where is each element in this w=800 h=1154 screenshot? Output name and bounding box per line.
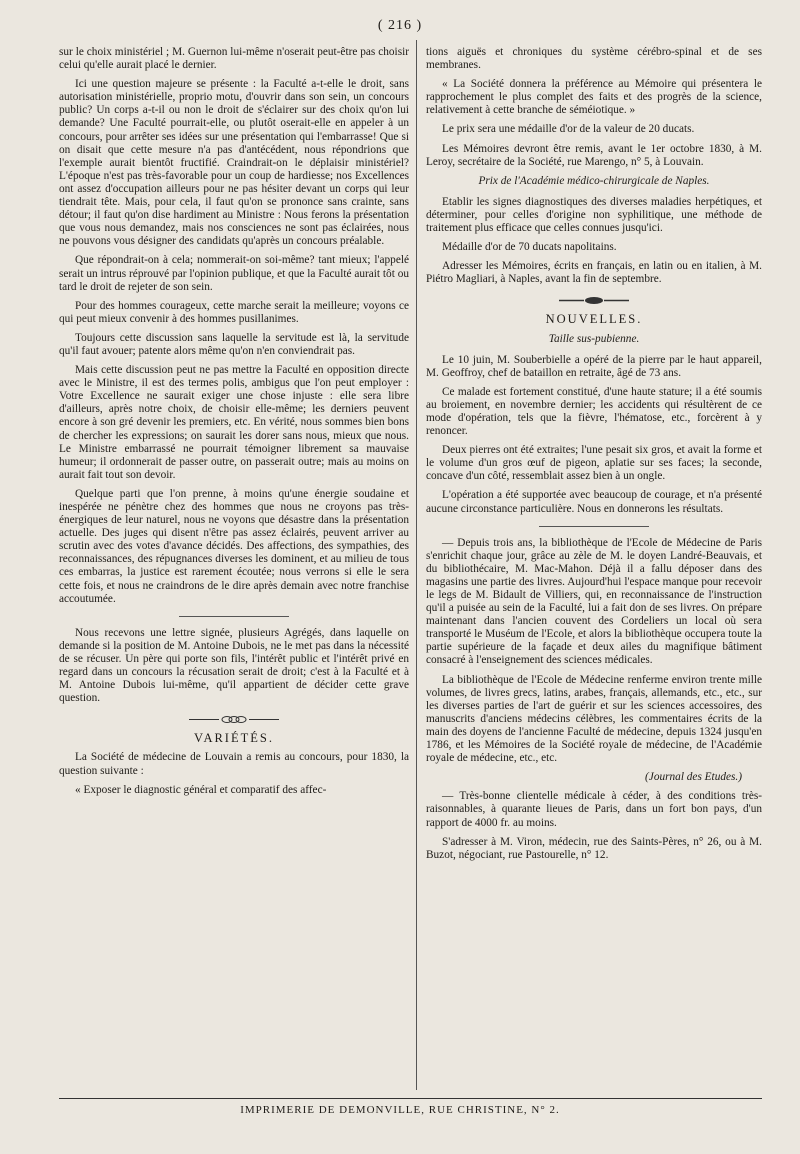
left-paragraph-10: « Exposer le diagnostic général et comparatif des affec- bbox=[75, 783, 327, 796]
right-paragraph-1: tions aiguës et chroniques du système cérébro-spinal et de ses membranes. bbox=[426, 46, 762, 72]
left-paragraph-7: Quelque parti que l'on prenne, à moins qu'une énergie soudaine et inespérée ne pénètre chez des hommes que nous ne croyons pas très-énergiques de leur naturel, nous ne voyons que désastre dans la présentation actuelle. Des juges qui disent n'être pas assez éclairés, peuvent arriver au scrutin avec des votes d'avance décidés. Des affections, des sympathies, des reconnaissances, des répugnances diverses les dominent, et au milieu de tous ces embarras, la justice est rarement écoutée; nous verrons si elle le sera cette fois, et nous ne craindrons de le dire après demain avec notre franchise accoutumée. bbox=[59, 487, 409, 605]
ornament-divider-icon bbox=[549, 296, 639, 305]
source-citation: (Journal des Etudes.) bbox=[645, 771, 742, 784]
right-paragraph-13: La bibliothèque de l'Ecole de Médecine renferme environ trente mille volumes, de livres grecs, latins, arabes, français, allemands, etc., etc., sur les diverses parties de l'art de guérir et sur les sciences accessoires, des manuscrits d'anciens médecins célèbres, les commentaires écrits de la main des doyens de l'ancienne Faculté de médecine, depuis 1324 jusqu'en 1786, et les Mémoires de la Société royale de médecine, de l'Académie royale de médecine, etc., etc. bbox=[426, 673, 762, 765]
divider bbox=[179, 616, 289, 617]
right-column bbox=[426, 46, 762, 868]
right-paragraph-6: Médaille d'or de 70 ducats napolitains. bbox=[442, 241, 617, 254]
right-paragraph-11: L'opération a été supportée avec beaucoup de courage, et n'a présenté aucune circonstance particulière. Nous en donnerons les résultats. bbox=[426, 489, 762, 515]
left-paragraph-4: Pour des hommes courageux, cette marche serait la meilleure; voyons ce qui peut mieux convenir à des hommes pusillanimes. bbox=[59, 299, 409, 325]
left-paragraph-2: Ici une question majeure se présente : la Faculté a-t-elle le droit, sans autorisation ministérielle, proprio motu, d'ouvrir dans son sein, un concours public? Un corps a-t-il ou non le droit de s'éclairer sur des choix qu'on lui demande? Une Faculté pourrait-elle, ou plutôt oserait-elle en appeler à un concours, pour arrêter ses idées sur une présentation qui l'embarrasse! Que si on disait que cette mesure n'a pas d'antécédent, nous répondrions que l'exemple aurait bientôt fructifié. Craindrait-on le déplaisir ministériel? L'époque n'est pas très-favorable pour un coup de hardiesse; nos Excellences ont assez d'occupation ailleurs pour ne pas hésiter devant un corps qui leur tiendrait tête. Mais, pour cela, il faut qu'on se prononce sans crainte, sans détour; il faut qu'on dise hardiment au Ministre : Nous ferons la présentation que vous nous demandez, mais nos consciences ne sont pas éclairées, nous ne pouvons vous désigner des candidats qu'après un concours préalable. bbox=[59, 78, 409, 248]
ornament-divider-icon bbox=[189, 715, 279, 724]
right-paragraph-3: Le prix sera une médaille d'or de la valeur de 20 ducats. bbox=[442, 123, 695, 136]
left-paragraph-3: Que répondrait-on à cela; nommerait-on soi-même? tant mieux; l'appelé serait un intrus réprouvé par l'opinion publique, et que la Faculté aurait tôt ou tard le droit de rejeter de son sein. bbox=[59, 254, 409, 293]
left-paragraph-5: Toujours cette discussion sans laquelle la servitude est là, la servitude qu'il faut avouer; patente alors même qu'on n'en conviendrait pas. bbox=[59, 331, 409, 357]
page-number: ( 216 ) bbox=[377, 18, 423, 33]
left-paragraph-6: Mais cette discussion peut ne pas mettre la Faculté en opposition directe avec le Ministre, il est des termes polis, ambigus que l'on peut employer : Votre Excellence ne saurait exiger une chose injuste : elle sera libre d'ailleurs, après notre choix, de choisir elle-même; les derniers peuvent encore à son gré devenir les premiers, etc. En vérité, nous sommes bien bons de chercher les expressions; on saurait les dorer sans nous, mieux que nous. Le Ministre embarrassé ne pourrait témoigner librement sa mauvaise humeur; il ordonnerait de passer outre, on passerait outre; mais au moins on aurait fait tout son devoir. bbox=[59, 364, 409, 481]
column-rule bbox=[416, 40, 417, 1090]
right-paragraph-15: S'adresser à M. Viron, médecin, rue des Saints-Pères, n° 26, ou à M. Buzot, négociant, rue Pastourelle, n° 12. bbox=[426, 835, 762, 861]
subsection-title: Taille sus-pubienne. bbox=[548, 332, 640, 345]
left-paragraph-8: Nous recevons une lettre signée, plusieurs Agrégés, dans laquelle on demande si la position de M. Antoine Dubois, ne le met pas dans la nécessité de se récuser. Un père qui porte son fils, l'intérêt public et l'intérêt privé en regard dans un concours la récusation serait de droit; c'est à la Faculté et à M. Antoine Dubois lui-même, qu'il appartient de décider cette grave question. bbox=[59, 626, 409, 705]
right-paragraph-2: « La Société donnera la préférence au Mémoire qui présentera le rapprochement le plus complet des faits et des progrès de la science, relativement à cette branche de séméiotique. » bbox=[426, 78, 762, 117]
right-paragraph-4: Les Mémoires devront être remis, avant le 1er octobre 1830, à M. Leroy, secrétaire de la Société, rue Marengo, n° 5, à Louvain. bbox=[426, 142, 762, 168]
section-title-varietes: VARIÉTÉS. bbox=[194, 731, 274, 746]
right-paragraph-10: Deux pierres ont été extraites; l'une pesait six gros, et avait la forme et le volume d'un gros œuf de pigeon, aplatie sur ses faces; la seconde, concave d'un côté, ressemblait assez bien à un ongle. bbox=[426, 444, 762, 483]
right-paragraph-7: Adresser les Mémoires, écrits en français, en latin ou en italien, à M. Piétro Magliari, à Naples, avant la fin de septembre. bbox=[426, 260, 762, 286]
right-paragraph-5: Etablir les signes diagnostiques des diverses maladies herpétiques, et déterminer, pour celles d'origine non syphilitique, une méthode de traitement plus efficace que celles connues jusqu'ici. bbox=[426, 195, 762, 235]
divider bbox=[539, 526, 649, 527]
right-paragraph-12: — Depuis trois ans, la bibliothèque de l'Ecole de Médecine de Paris s'enrichit chaque jour, grâce au zèle de M. le doyen Landré-Beauvais, et du bibliothécaire, M. Mac-Mahon. Déjà il a fallu déposer dans des magasins une partie des livres. Aujourd'hui l'espace manque pour recevoir le legs de M. Bidault de Villiers, qui, en reconnaissance de l'instruction qu'il a puisée au sein de la Faculté, lui a fait don de ses livres. On prépare maintenant dans l'ancien couvent des Cordeliers un local où sera transporté le Muséum de l'Ecole, et alors la bibliothèque occupera toute la partie supérieure de la façade et deux ailes du magnifique bâtiment consacré à l'enseignement des sciences médicales. bbox=[426, 536, 762, 667]
bottom-rule bbox=[59, 1098, 762, 1099]
right-paragraph-9: Ce malade est fortement constitué, d'une haute stature; il a été soumis au broiement, en novembre dernier; les accidents qui résultèrent de ce mode d'opération, tels que la fièvre, l'hématose, etc., forcèrent à y renoncer. bbox=[426, 385, 762, 438]
section-title-nouvelles: NOUVELLES. bbox=[545, 312, 643, 327]
left-paragraph-1: sur le choix ministériel ; M. Guernon lui-même n'oserait peut-être pas choisir celui qu'elle aurait placé le dernier. bbox=[59, 46, 409, 72]
right-paragraph-14: — Très-bonne clientelle médicale à céder, à des conditions très-raisonnables, à quarante lieues de Paris, dans un fort bon pays, d'un rapport de 4000 fr. au moins. bbox=[426, 790, 762, 829]
imprint-line: IMPRIMERIE DE DEMONVILLE, RUE CHRISTINE, N° 2. bbox=[240, 1104, 560, 1116]
prize-title: Prix de l'Académie médico-chirurgicale de Naples. bbox=[478, 174, 710, 187]
left-paragraph-9: La Société de médecine de Louvain a remis au concours, pour 1830, la question suivante : bbox=[59, 751, 409, 777]
right-paragraph-8: Le 10 juin, M. Souberbielle a opéré de la pierre par le haut appareil, M. Geoffroy, chef de bataillon en retraite, âgé de 73 ans. bbox=[426, 353, 762, 379]
left-column bbox=[59, 46, 409, 803]
